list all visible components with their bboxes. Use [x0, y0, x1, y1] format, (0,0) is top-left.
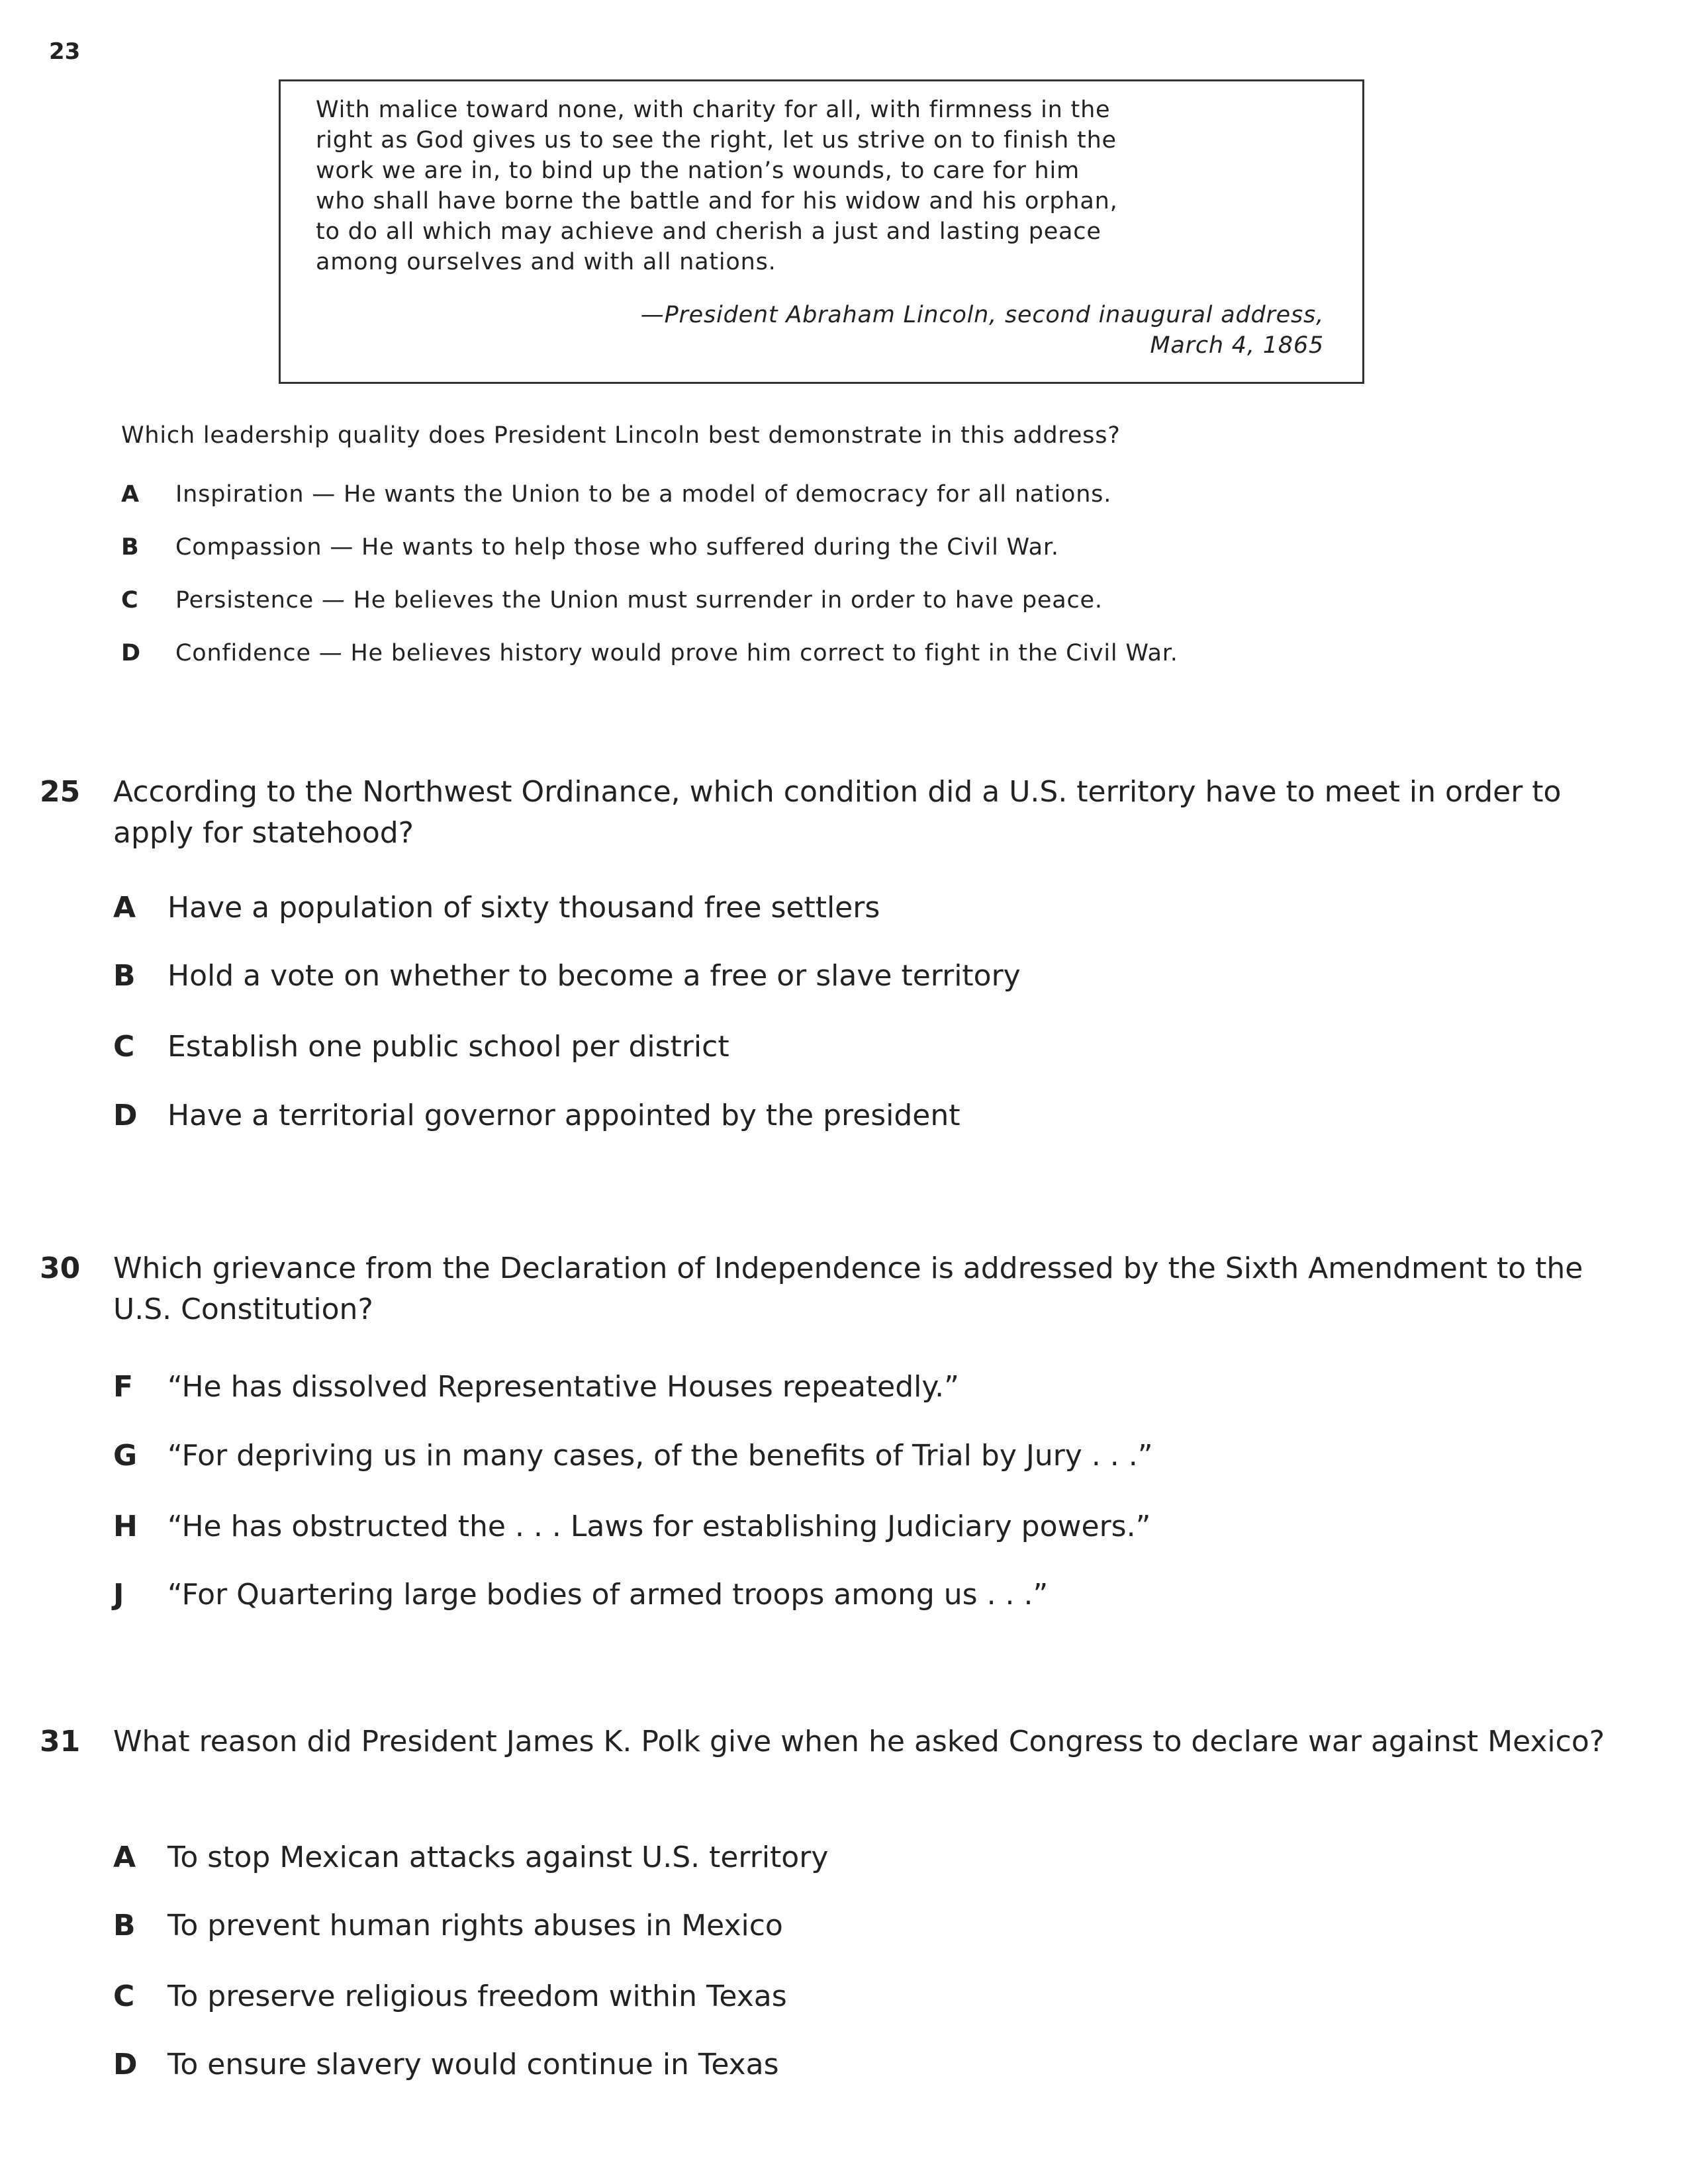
attribution-date: March 4, 1865 — [1150, 332, 1324, 359]
option-text: To ensure slavery would continue in Texas — [167, 2048, 779, 2081]
option-text: Compassion — He wants to help those who suffered during the Civil War. — [175, 534, 1059, 561]
answer-option[interactable] — [113, 1435, 1153, 1477]
option-text: Inspiration — He wants the Union to be a model of democracy for all nations. — [175, 481, 1112, 508]
option-letter: B — [113, 1909, 136, 1942]
option-text: Have a territorial governor appointed by the president — [167, 1099, 961, 1132]
quote-line: work we are in, to bind up the nation’s wounds, to care for him — [316, 158, 1080, 184]
option-text: To prevent human rights abuses in Mexico — [167, 1909, 783, 1942]
answer-option[interactable] — [113, 1976, 787, 2017]
answer-option[interactable] — [121, 587, 1103, 614]
quote-line: who shall have borne the battle and for his widow and his orphan, — [316, 188, 1118, 214]
option-text: Establish one public school per district — [167, 1030, 729, 1064]
question-stem: What reason did President James K. Polk give when he asked Congress to declare war against Mexico? — [113, 1725, 1605, 1758]
option-text: “For Quartering large bodies of armed troops among us . . .” — [167, 1578, 1049, 1612]
answer-option[interactable] — [113, 1574, 1048, 1615]
question-stem: Which grievance from the Declaration of Independence is addressed by the Sixth Amendment to the U.S. Constitution? — [113, 1251, 1583, 1326]
option-letter: A — [121, 481, 140, 508]
answer-option[interactable] — [113, 887, 880, 929]
quote-line: to do all which may achieve and cherish a just and lasting peace — [316, 218, 1102, 245]
option-letter: A — [113, 1841, 136, 1874]
option-text: To preserve religious freedom within Texas — [167, 1979, 787, 2013]
option-text: To stop Mexican attacks against U.S. territory — [167, 1841, 829, 1874]
question-number: 31 — [40, 1725, 81, 1758]
option-text: “For depriving us in many cases, of the benefits of Trial by Jury . . .” — [167, 1439, 1153, 1473]
answer-option[interactable] — [113, 1837, 828, 1878]
option-text: Persistence — He believes the Union must surrender in order to have peace. — [175, 587, 1103, 614]
answer-option[interactable] — [121, 534, 1059, 561]
option-letter: J — [113, 1578, 124, 1612]
quote-line: among ourselves and with all nations. — [316, 249, 776, 275]
option-text: Have a population of sixty thousand free settlers — [167, 891, 880, 925]
question-number: 25 — [40, 775, 81, 809]
answer-option[interactable] — [113, 1905, 783, 1946]
option-letter: D — [113, 2048, 138, 2081]
quote-line: With malice toward none, with charity for all, with firmness in the — [316, 97, 1111, 123]
option-text: Confidence — He believes history would prove him correct to fight in the Civil War. — [175, 640, 1178, 666]
option-letter: C — [113, 1030, 135, 1064]
option-text: “He has obstructed the . . . Laws for establishing Judiciary powers.” — [167, 1510, 1151, 1543]
option-letter: F — [113, 1370, 134, 1404]
answer-option[interactable] — [113, 2044, 779, 2085]
question-stem: Which leadership quality does President Lincoln best demonstrate in this address? — [121, 422, 1121, 449]
option-text: “He has dissolved Representative Houses repeatedly.” — [167, 1370, 959, 1404]
option-letter: C — [113, 1979, 135, 2013]
option-letter: C — [121, 587, 139, 614]
question-number: 23 — [49, 38, 81, 65]
quote-box — [279, 79, 1364, 384]
option-letter: G — [113, 1439, 138, 1473]
answer-option[interactable] — [113, 956, 1021, 997]
option-letter: B — [121, 534, 140, 561]
question-stem: According to the Northwest Ordinance, which condition did a U.S. territory have to meet in order to apply for statehood? — [113, 775, 1562, 850]
quote-attribution — [641, 300, 1324, 361]
option-text: Hold a vote on whether to become a free or slave territory — [167, 959, 1021, 993]
option-letter: D — [121, 640, 141, 666]
answer-option[interactable] — [113, 1026, 729, 1068]
question-number: 30 — [40, 1251, 81, 1285]
option-letter: B — [113, 959, 136, 993]
quote-line: right as God gives us to see the right, let us strive on to finish the — [316, 127, 1117, 154]
quote-text — [316, 95, 1355, 277]
option-letter: A — [113, 891, 136, 925]
answer-option[interactable] — [121, 640, 1178, 666]
answer-option[interactable] — [113, 1095, 961, 1136]
answer-option[interactable] — [113, 1367, 959, 1408]
option-letter: H — [113, 1510, 138, 1543]
option-letter: D — [113, 1099, 138, 1132]
attribution-line: —President Abraham Lincoln, second inaugural address, — [640, 302, 1324, 328]
answer-option[interactable] — [121, 481, 1111, 508]
answer-option[interactable] — [113, 1506, 1150, 1547]
